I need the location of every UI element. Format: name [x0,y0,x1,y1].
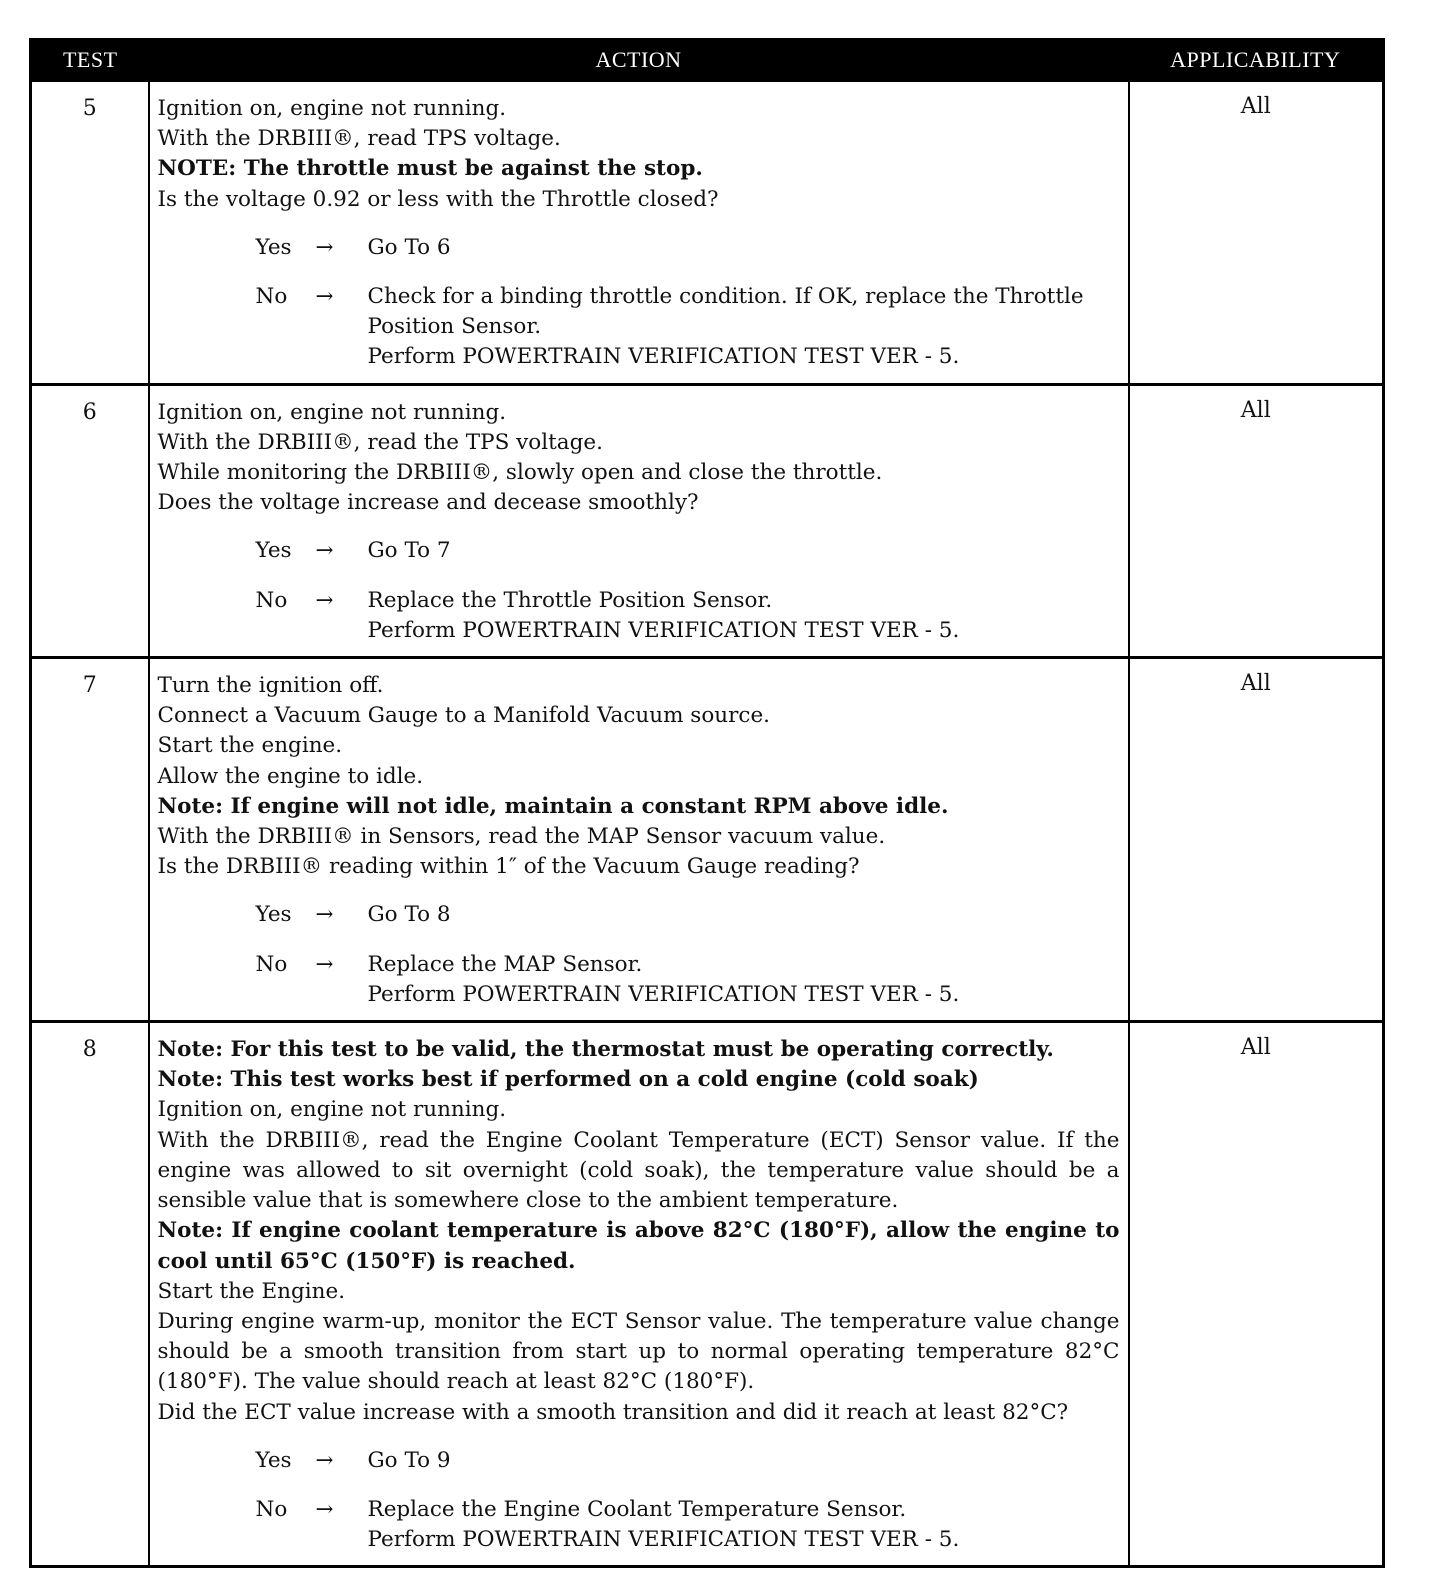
note-text: Note: If engine coolant temperature is above 82°C (180°F), allow the engine to cool until 65°C (150°F) is reached. [157,1218,1120,1274]
test-number: 7 [31,658,149,1022]
instruction-text: With the DRBIII®, read the Engine Coolant Temperature (ECT) Sensor value. If the engine was allowed to sit overnight (cold soak), the temperature value should be a sensible value that is somewhere close to the ambient temperature. [157,1127,1120,1214]
no-result [368,1495,1120,1555]
result-line: Replace the Throttle Position Sensor. [367,587,773,613]
yes-label: Yes [255,1447,292,1473]
arrow-icon: → [315,951,334,977]
action-cell [149,1022,1129,1567]
column-header-test: TEST [31,40,149,81]
result-line: Perform POWERTRAIN VERIFICATION TEST VER - 5. [367,617,960,643]
result-line: Replace the Engine Coolant Temperature Sensor. [367,1496,907,1522]
no-answer [158,1495,1120,1555]
yes-answer [158,536,1120,566]
arrow-icon: → [315,284,334,310]
instruction-text: Turn the ignition off. [157,673,384,699]
test-number: 8 [31,1022,149,1567]
answer-block [158,536,1120,646]
result-line: Go To 8 [367,902,451,928]
note-text: NOTE: The throttle must be against the stop. [157,156,703,182]
result-line: Perform POWERTRAIN VERIFICATION TEST VER - 5. [367,981,960,1007]
instruction-text: Connect a Vacuum Gauge to a Manifold Vacuum source. [157,703,770,729]
result-line: Perform POWERTRAIN VERIFICATION TEST VER - 5. [367,1527,960,1553]
note-text: Note: If engine will not idle, maintain a constant RPM above idle. [157,793,949,819]
no-answer [158,282,1120,373]
instruction-text: Does the voltage increase and decease smoothly? [157,490,699,516]
instruction-text: While monitoring the DRBIII®, slowly open and close the throttle. [157,460,883,486]
instruction-text: Start the engine. [157,733,343,759]
arrow-icon: → [315,1447,334,1473]
instruction-text: With the DRBIII®, read TPS voltage. [157,126,561,152]
yes-label: Yes [255,902,292,928]
test-number: 5 [31,81,149,385]
instruction-text: With the DRBIII® in Sensors, read the MAP Sensor vacuum value. [157,824,886,850]
yes-result [368,233,1120,263]
action-cell [149,81,1129,385]
yes-result [368,536,1120,566]
column-header-action: ACTION [149,40,1129,81]
applicability-value: All [1129,658,1384,1022]
yes-answer [158,900,1120,930]
action-cell [149,384,1129,657]
no-result [368,950,1120,1010]
result-line: Replace the MAP Sensor. [367,951,643,977]
yes-answer [158,1446,1120,1476]
instruction-text: Ignition on, engine not running. [157,96,507,121]
result-line: Check for a binding throttle condition. If OK, replace the Throttle Position Sensor. [367,284,1084,340]
result-line: Go To 6 [367,234,451,260]
no-label: No [255,1496,288,1522]
table-header-row [31,40,1384,81]
answer-block [158,233,1120,373]
diagnostic-test-table [29,38,1385,1568]
result-line: Go To 7 [367,538,451,564]
applicability-value: All [1129,384,1384,657]
yes-answer [158,233,1120,263]
applicability-value: All [1129,1022,1384,1567]
instruction-text: Ignition on, engine not running. [157,399,507,425]
instruction-text: With the DRBIII®, read the TPS voltage. [157,429,603,455]
yes-result [368,1446,1120,1476]
yes-result [368,900,1120,930]
no-result [368,586,1120,646]
result-line: Go To 9 [367,1447,451,1473]
instruction-text: Allow the engine to idle. [157,763,424,789]
no-label: No [255,951,288,977]
arrow-icon: → [315,538,334,564]
result-line: Perform POWERTRAIN VERIFICATION TEST VER - 5. [367,344,960,370]
no-result [368,282,1120,373]
applicability-value: All [1129,81,1384,385]
instruction-text: Is the DRBIII® reading within 1″ of the Vacuum Gauge reading? [157,854,860,880]
note-text: Note: For this test to be valid, the thermostat must be operating correctly. [157,1037,1054,1063]
instruction-text: Start the Engine. [157,1278,346,1304]
table-row [31,1022,1384,1567]
table-row [31,658,1384,1022]
table-row [31,384,1384,657]
no-answer [158,586,1120,646]
arrow-icon: → [315,587,334,613]
no-answer [158,950,1120,1010]
yes-label: Yes [255,234,292,260]
column-header-applicability: APPLICABILITY [1129,40,1384,81]
test-number: 6 [31,384,149,657]
no-label: No [255,587,288,613]
instruction-text: Is the voltage 0.92 or less with the Throttle closed? [157,186,719,212]
note-text: Note: This test works best if performed on a cold engine (cold soak) [157,1067,979,1093]
arrow-icon: → [315,1496,334,1522]
yes-label: Yes [255,538,292,564]
answer-block [158,1446,1120,1556]
instruction-text: Did the ECT value increase with a smooth transition and did it reach at least 82°C? [157,1399,1069,1425]
no-label: No [255,284,288,310]
arrow-icon: → [315,902,334,928]
answer-block [158,900,1120,1010]
arrow-icon: → [315,234,334,260]
table-row [31,81,1384,385]
instruction-text: During engine warm-up, monitor the ECT Sensor value. The temperature value change should be a smooth transition from start up to normal operating temperature 82°C (180°F). The value should reach at least 82°C (180°F). [157,1308,1120,1395]
instruction-text: Ignition on, engine not running. [157,1097,507,1123]
action-cell [149,658,1129,1022]
table-body [31,81,1384,1567]
